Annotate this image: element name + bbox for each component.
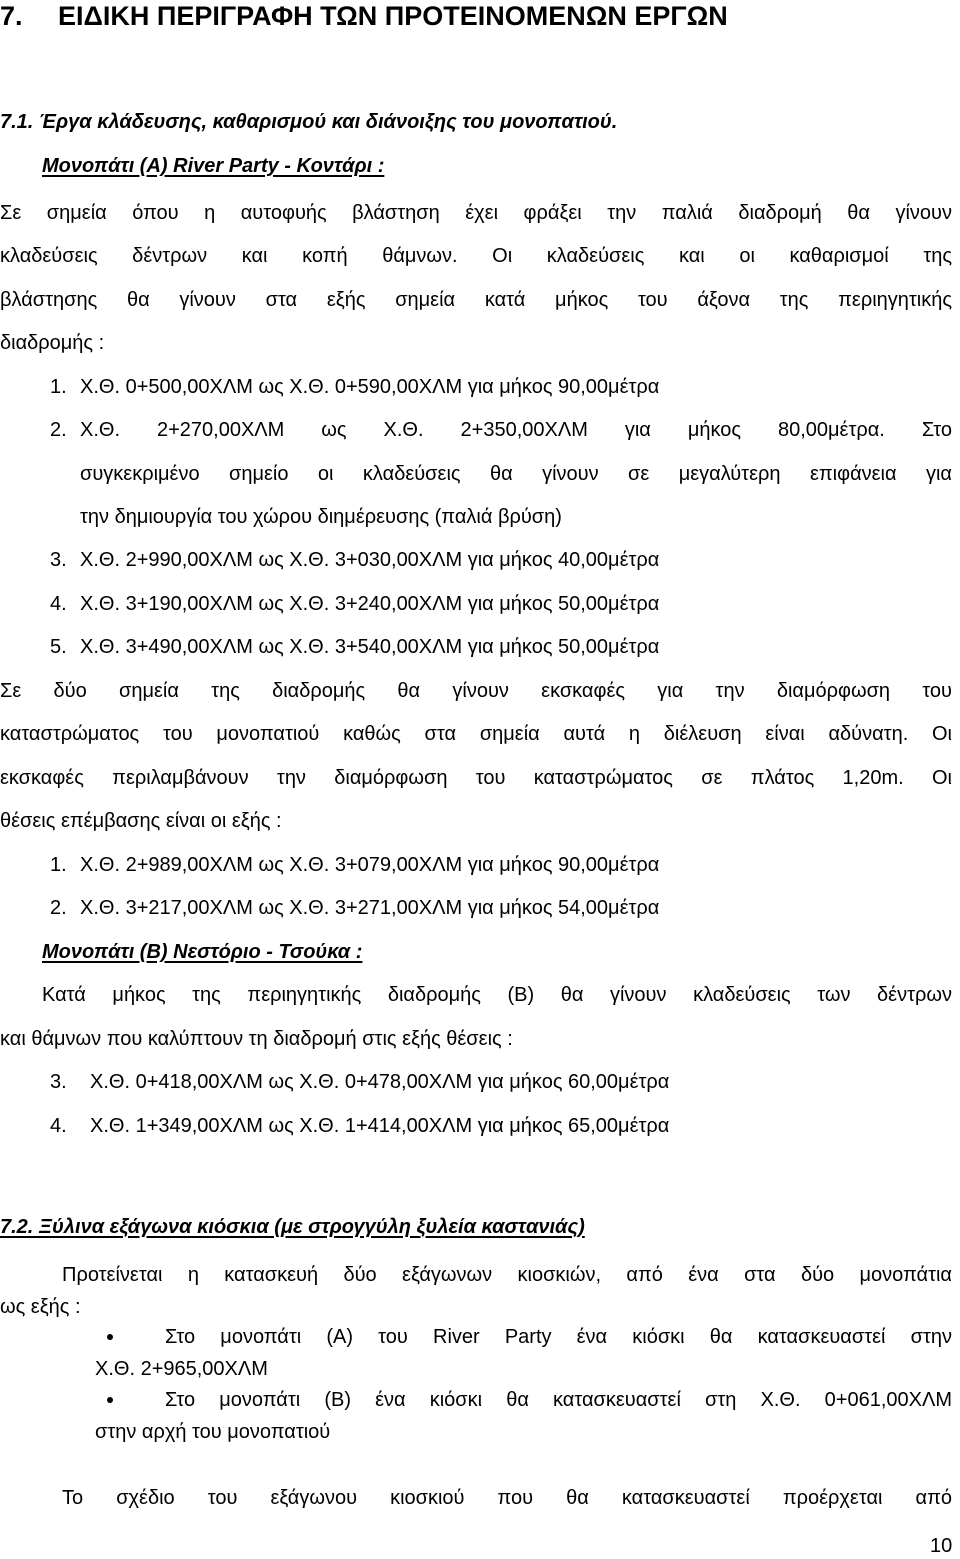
list-item: Χ.Θ. 0+500,00ΧΛΜ ως Χ.Θ. 0+590,00ΧΛΜ για μήκος 90,00μέτρα bbox=[80, 376, 660, 398]
path-a-title: Μονοπάτι (Α) River Party - Κοντάρι : bbox=[42, 155, 385, 177]
section-7-2-title: 7.2. Ξύλινα εξάγωνα κιόσκια (με στρογγύλη ξυλεία καστανιάς) bbox=[0, 1216, 585, 1238]
paragraph-line: Προτείνεται η κατασκευή δύο εξάγωνων κιοσκιών, από ένα στα δύο μονοπάτια bbox=[62, 1264, 952, 1286]
paragraph-line: και θάμνων που καλύπτουν τη διαδρομή στις εξής θέσεις : bbox=[0, 1028, 513, 1050]
list-number: 5. bbox=[50, 636, 67, 658]
paragraph-line: εκσκαφές περιλαμβάνουν την διαμόρφωση του καταστρώματος σε πλάτος 1,20m. Οι bbox=[0, 767, 952, 789]
paragraph-line: καταστρώματος του μονοπατιού καθώς στα σημεία αυτά η διέλευση είναι αδύνατη. Οι bbox=[0, 723, 952, 745]
list-number: 4. bbox=[50, 593, 67, 615]
list-item: Χ.Θ. 2+270,00ΧΛΜ ως Χ.Θ. 2+350,00ΧΛΜ για μήκος 80,00μέτρα. Στο bbox=[80, 419, 952, 441]
list-number: 1. bbox=[50, 376, 67, 398]
bullet-item-continuation: Χ.Θ. 2+965,00ΧΛΜ bbox=[95, 1358, 268, 1380]
list-item: Χ.Θ. 1+349,00ΧΛΜ ως Χ.Θ. 1+414,00ΧΛΜ για μήκος 65,00μέτρα bbox=[90, 1115, 670, 1137]
list-number: 2. bbox=[50, 419, 67, 441]
page-title: ΕΙΔΙΚΗ ΠΕΡΙΓΡΑΦΗ ΤΩΝ ΠΡΟΤΕΙΝΟΜΕΝΩΝ ΕΡΓΩΝ bbox=[58, 1, 728, 31]
paragraph-line: κλαδεύσεις δέντρων και κοπή θάμνων. Οι κλαδεύσεις και οι καθαρισμοί της bbox=[0, 245, 952, 267]
list-number: 1. bbox=[50, 854, 67, 876]
list-number: 3. bbox=[50, 1071, 67, 1093]
paragraph-line: βλάστησης θα γίνουν στα εξής σημεία κατά μήκος του άξονα της περιηγητικής bbox=[0, 289, 952, 311]
paragraph-line: διαδρομής : bbox=[0, 332, 105, 354]
list-item: Χ.Θ. 2+989,00ΧΛΜ ως Χ.Θ. 3+079,00ΧΛΜ για μήκος 90,00μέτρα bbox=[80, 854, 660, 876]
bullet-item: Στο μονοπάτι (Α) του River Party ένα κιόσκι θα κατασκευαστεί στην bbox=[165, 1326, 952, 1348]
paragraph-line: Κατά μήκος της περιηγητικής διαδρομής (Β) θα γίνουν κλαδεύσεις των δέντρων bbox=[42, 984, 952, 1006]
list-number: 3. bbox=[50, 549, 67, 571]
list-item-continuation: την δημιουργία του χώρου διημέρευσης (παλιά βρύση) bbox=[80, 506, 562, 528]
bullet-item: Στο μονοπάτι (Β) ένα κιόσκι θα κατασκευαστεί στη Χ.Θ. 0+061,00ΧΛΜ bbox=[165, 1389, 952, 1411]
paragraph-line: ως εξής : bbox=[0, 1296, 81, 1318]
list-item-continuation: συγκεκριμένο σημείο οι κλαδεύσεις θα γίνουν σε μεγαλύτερη επιφάνεια για bbox=[80, 463, 952, 485]
bullet-item-continuation: στην αρχή του μονοπατιού bbox=[95, 1421, 331, 1443]
heading-number: 7. bbox=[0, 1, 23, 31]
page-number: 10 bbox=[930, 1535, 953, 1557]
list-item: Χ.Θ. 3+190,00ΧΛΜ ως Χ.Θ. 3+240,00ΧΛΜ για μήκος 50,00μέτρα bbox=[80, 593, 660, 615]
list-item: Χ.Θ. 2+990,00ΧΛΜ ως Χ.Θ. 3+030,00ΧΛΜ για μήκος 40,00μέτρα bbox=[80, 549, 660, 571]
bullet-icon bbox=[107, 1397, 113, 1403]
section-7-1-title: 7.1. Έργα κλάδευσης, καθαρισμού και διάνοιξης του μονοπατιού. bbox=[0, 111, 618, 133]
list-item: Χ.Θ. 3+490,00ΧΛΜ ως Χ.Θ. 3+540,00ΧΛΜ για μήκος 50,00μέτρα bbox=[80, 636, 660, 658]
paragraph-line: θέσεις επέμβασης είναι οι εξής : bbox=[0, 810, 282, 832]
paragraph-line: Σε δύο σημεία της διαδρομής θα γίνουν εκσκαφές για την διαμόρφωση του bbox=[0, 680, 952, 702]
paragraph-line: Το σχέδιο του εξάγωνου κιοσκιού που θα κατασκευαστεί προέρχεται από bbox=[62, 1487, 952, 1509]
path-b-title: Μονοπάτι (Β) Νεστόριο - Τσούκα : bbox=[42, 941, 363, 963]
list-number: 4. bbox=[50, 1115, 67, 1137]
list-item: Χ.Θ. 3+217,00ΧΛΜ ως Χ.Θ. 3+271,00ΧΛΜ για μήκος 54,00μέτρα bbox=[80, 897, 660, 919]
bullet-icon bbox=[107, 1334, 113, 1340]
list-number: 2. bbox=[50, 897, 67, 919]
list-item: Χ.Θ. 0+418,00ΧΛΜ ως Χ.Θ. 0+478,00ΧΛΜ για μήκος 60,00μέτρα bbox=[90, 1071, 670, 1093]
paragraph-line: Σε σημεία όπου η αυτοφυής βλάστηση έχει φράξει την παλιά διαδρομή θα γίνουν bbox=[0, 202, 952, 224]
